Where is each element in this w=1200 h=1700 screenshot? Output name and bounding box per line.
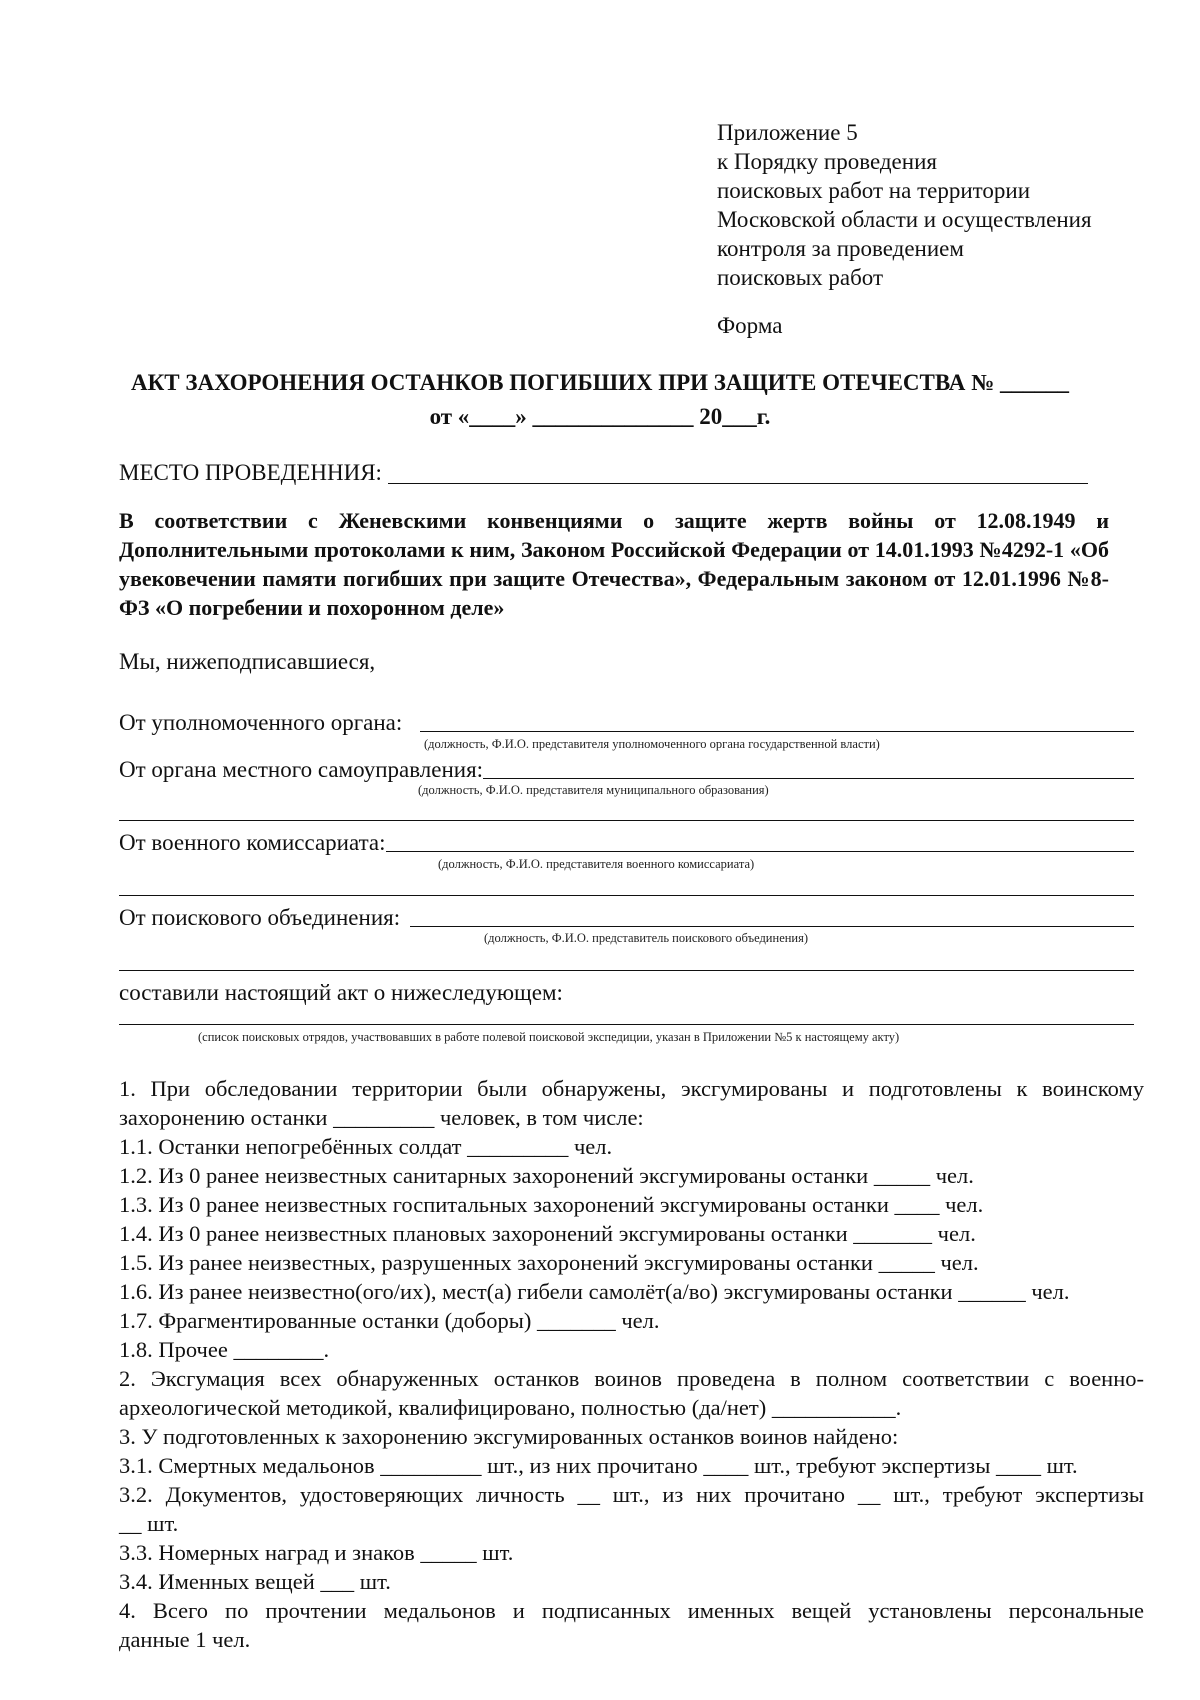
composed-field-line[interactable] — [119, 1024, 1134, 1025]
appendix-line: поисковых работ — [717, 265, 884, 290]
item-1-8: 1.8. Прочее ________. — [119, 1337, 330, 1362]
place-field-line[interactable] — [388, 483, 1088, 484]
appendix-line: Московской области и осуществления — [717, 207, 1092, 232]
signatory-field-line[interactable] — [386, 851, 1134, 852]
appendix-line: поисковых работ на территории — [717, 178, 1031, 203]
item-3-4: 3.4. Именных вещей ___ шт. — [119, 1569, 391, 1594]
item-4-line-1: 4. Всего по прочтении медальонов и подписанных именных вещей установлены персональные — [119, 1598, 1144, 1623]
item-1-1: 1.1. Останки непогребённых солдат _________ чел. — [119, 1134, 613, 1159]
signatory-hint: (должность, Ф.И.О. представителя уполномоченного органа государственной власти) — [424, 737, 880, 751]
signatory-field-line[interactable] — [483, 778, 1134, 779]
we-signed-text: Мы, нижеподписавшиеся, — [119, 649, 376, 674]
signatory-extra-line[interactable] — [119, 970, 1134, 971]
signatory-extra-line[interactable] — [119, 820, 1134, 821]
item-1-6: 1.6. Из ранее неизвестно(ого/их), мест(а) гибели самолёт(а/во) эксгумированы останки ______ чел. — [119, 1279, 1070, 1304]
legal-basis-text: В соответствии с Женевскими конвенциями о защите жертв войны от 12.08.1949 и Дополнительными протоколами к ним, Законом Российской Федерации от 14.01.1993 №4292-1 «Об увековечении памяти погибших при защите Отечества», Федеральным законом от 12.01.1996 №8-ФЗ «О погребении и похоронном деле» — [119, 508, 1109, 620]
signatory-field-line[interactable] — [410, 926, 1134, 927]
item-1-line-1: 1. При обследовании территории были обнаружены, эксгумированы и подготовлены к воинскому — [119, 1076, 1144, 1101]
item-2-line-2: археологической методикой, квалифицировано, полностью (да/нет) ___________. — [119, 1395, 902, 1420]
item-4-line-2: данные 1 чел. — [119, 1627, 251, 1652]
appendix-line: контроля за проведением — [717, 236, 964, 261]
item-1-3: 1.3. Из 0 ранее неизвестных госпитальных захоронений эксгумированы останки ____ чел. — [119, 1192, 984, 1217]
appendix-line: к Порядку проведения — [717, 149, 937, 174]
item-1-4: 1.4. Из 0 ранее неизвестных плановых захоронений эксгумированы останки _______ чел. — [119, 1221, 976, 1246]
item-1-7: 1.7. Фрагментированные останки (доборы) _______ чел. — [119, 1308, 660, 1333]
item-3: 3. У подготовленных к захоронению эксгумированных останков воинов найдено: — [119, 1424, 899, 1449]
item-1-5: 1.5. Из ранее неизвестных, разрушенных захоронений эксгумированы останки _____ чел. — [119, 1250, 979, 1275]
document-title: АКТ ЗАХОРОНЕНИЯ ОСТАНКОВ ПОГИБШИХ ПРИ ЗАЩИТЕ ОТЕЧЕСТВА № ______ — [131, 370, 1069, 395]
form-label: Форма — [717, 313, 783, 338]
composed-hint: (список поисковых отрядов, участвовавших в работе полевой поисковой экспедиции, указан в Приложении №5 к настоящему акту) — [198, 1030, 900, 1044]
item-3-3: 3.3. Номерных наград и знаков _____ шт. — [119, 1540, 514, 1565]
signatory-extra-line[interactable] — [119, 895, 1134, 896]
item-3-2-line-1: 3.2. Документов, удостоверяющих личность __ шт., из них прочитано __ шт., требуют экспертизы — [119, 1482, 1144, 1507]
item-2-line-1: 2. Эксгумация всех обнаруженных останков воинов проведена в полном соответствии с военно- — [119, 1366, 1144, 1391]
signatory-label: От военного комиссариата: — [119, 830, 386, 855]
item-3-2-line-2: __ шт. — [119, 1511, 179, 1536]
item-1-2: 1.2. Из 0 ранее неизвестных санитарных захоронений эксгумированы останки _____ чел. — [119, 1163, 974, 1188]
signatory-label: От уполномоченного органа: — [119, 710, 403, 735]
signatory-field-line[interactable] — [420, 731, 1134, 732]
signatory-hint: (должность, Ф.И.О. представителя муниципального образования) — [418, 783, 769, 797]
signatory-hint: (должность, Ф.И.О. представитель поискового объединения) — [484, 931, 809, 945]
appendix-line: Приложение 5 — [717, 120, 858, 145]
appendix-header — [717, 118, 1092, 292]
document-date: от «____» ______________ 20___г. — [429, 404, 771, 429]
item-3-1: 3.1. Смертных медальонов _________ шт., из них прочитано ____ шт., требуют экспертизы ____ шт. — [119, 1453, 1078, 1478]
signatory-label: От органа местного самоуправления: — [119, 757, 484, 782]
composed-text: составили настоящий акт о нижеследующем: — [119, 980, 563, 1005]
item-1-line-2: захоронению останки _________ человек, в том числе: — [119, 1105, 644, 1130]
place-label: МЕСТО ПРОВЕДЕННИЯ: — [119, 460, 382, 485]
signatory-hint: (должность, Ф.И.О. представителя военного комиссариата) — [438, 857, 755, 871]
signatory-label: От поискового объединения: — [119, 905, 401, 930]
